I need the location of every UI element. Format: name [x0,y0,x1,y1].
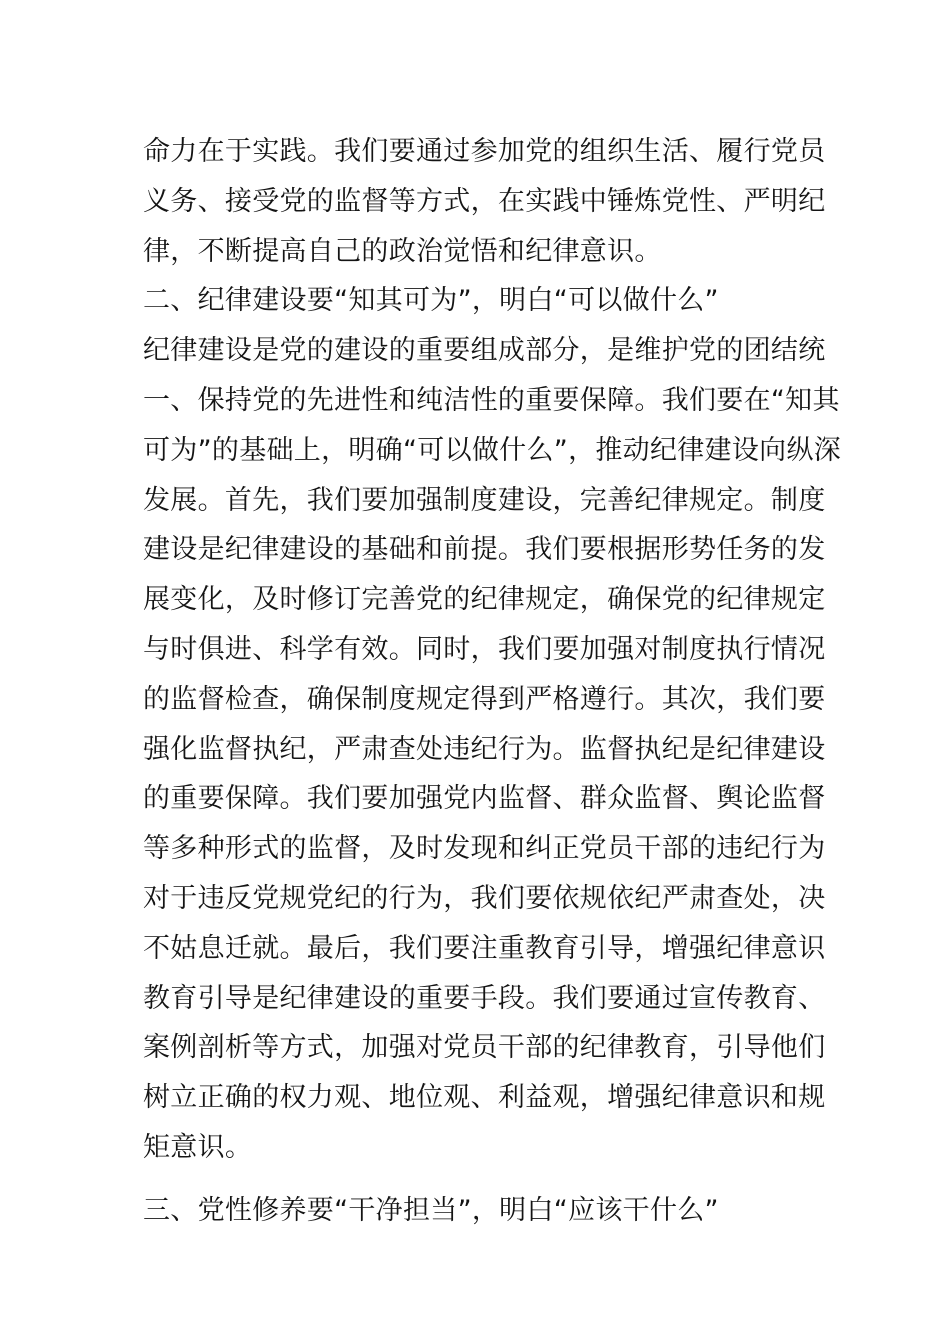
paragraph-line: 矩意识。 [143,1131,253,1163]
document-body [143,127,842,1236]
paragraph-line: 一、保持党的先进性和纯洁性的重要保障。我们要在“知其 [143,384,840,416]
section-heading: 二、纪律建设要“知其可为”，明白“可以做什么” [143,285,719,317]
paragraph-line: 等多种形式的监督，及时发现和纠正党员干部的违纪行为 [143,833,826,865]
paragraph-line: 展变化，及时修订完善党的纪律规定，确保党的纪律规定 [143,584,826,616]
paragraph-line: 命力在于实践。我们要通过参加党的组织生活、履行党员 [143,136,826,167]
paragraph-line: 发展。首先，我们要加强制度建设，完善纪律规定。制度 [143,484,826,516]
paragraph-line: 不姑息迁就。最后，我们要注重教育引导，增强纪律意识 [143,932,826,964]
paragraph-line: 案例剖析等方式，加强对党员干部的纪律教育，引导他们 [143,1032,826,1064]
paragraph-line: 的监督检查，确保制度规定得到严格遵行。其次，我们要 [143,683,826,715]
paragraph-line: 纪律建设是党的建设的重要组成部分，是维护党的团结统 [143,335,826,367]
paragraph-line: 与时俱进、科学有效。同时，我们要加强对制度执行情况 [143,633,826,665]
paragraph-line: 强化监督执纪，严肃查处违纪行为。监督执纪是纪律建设 [143,733,826,765]
paragraph-line: 教育引导是纪律建设的重要手段。我们要通过宣传教育、 [143,982,826,1014]
paragraph-line: 律，不断提高自己的政治觉悟和纪律意识。 [143,235,662,267]
paragraph-line: 建设是纪律建设的基础和前提。我们要根据形势任务的发 [143,534,826,566]
paragraph-line: 对于违反党规党纪的行为，我们要依规依纪严肃查处，决 [143,882,826,914]
section-heading: 三、党性修养要“干净担当”，明白“应该干什么” [143,1194,719,1226]
paragraph-line: 可为”的基础上，明确“可以做什么”，推动纪律建设向纵深 [143,434,842,466]
paragraph-line: 义务、接受党的监督等方式，在实践中锤炼党性、严明纪 [143,185,826,217]
paragraph-line: 的重要保障。我们要加强党内监督、群众监督、舆论监督 [143,783,826,815]
paragraph-line: 树立正确的权力观、地位观、利益观，增强纪律意识和规 [143,1082,826,1114]
